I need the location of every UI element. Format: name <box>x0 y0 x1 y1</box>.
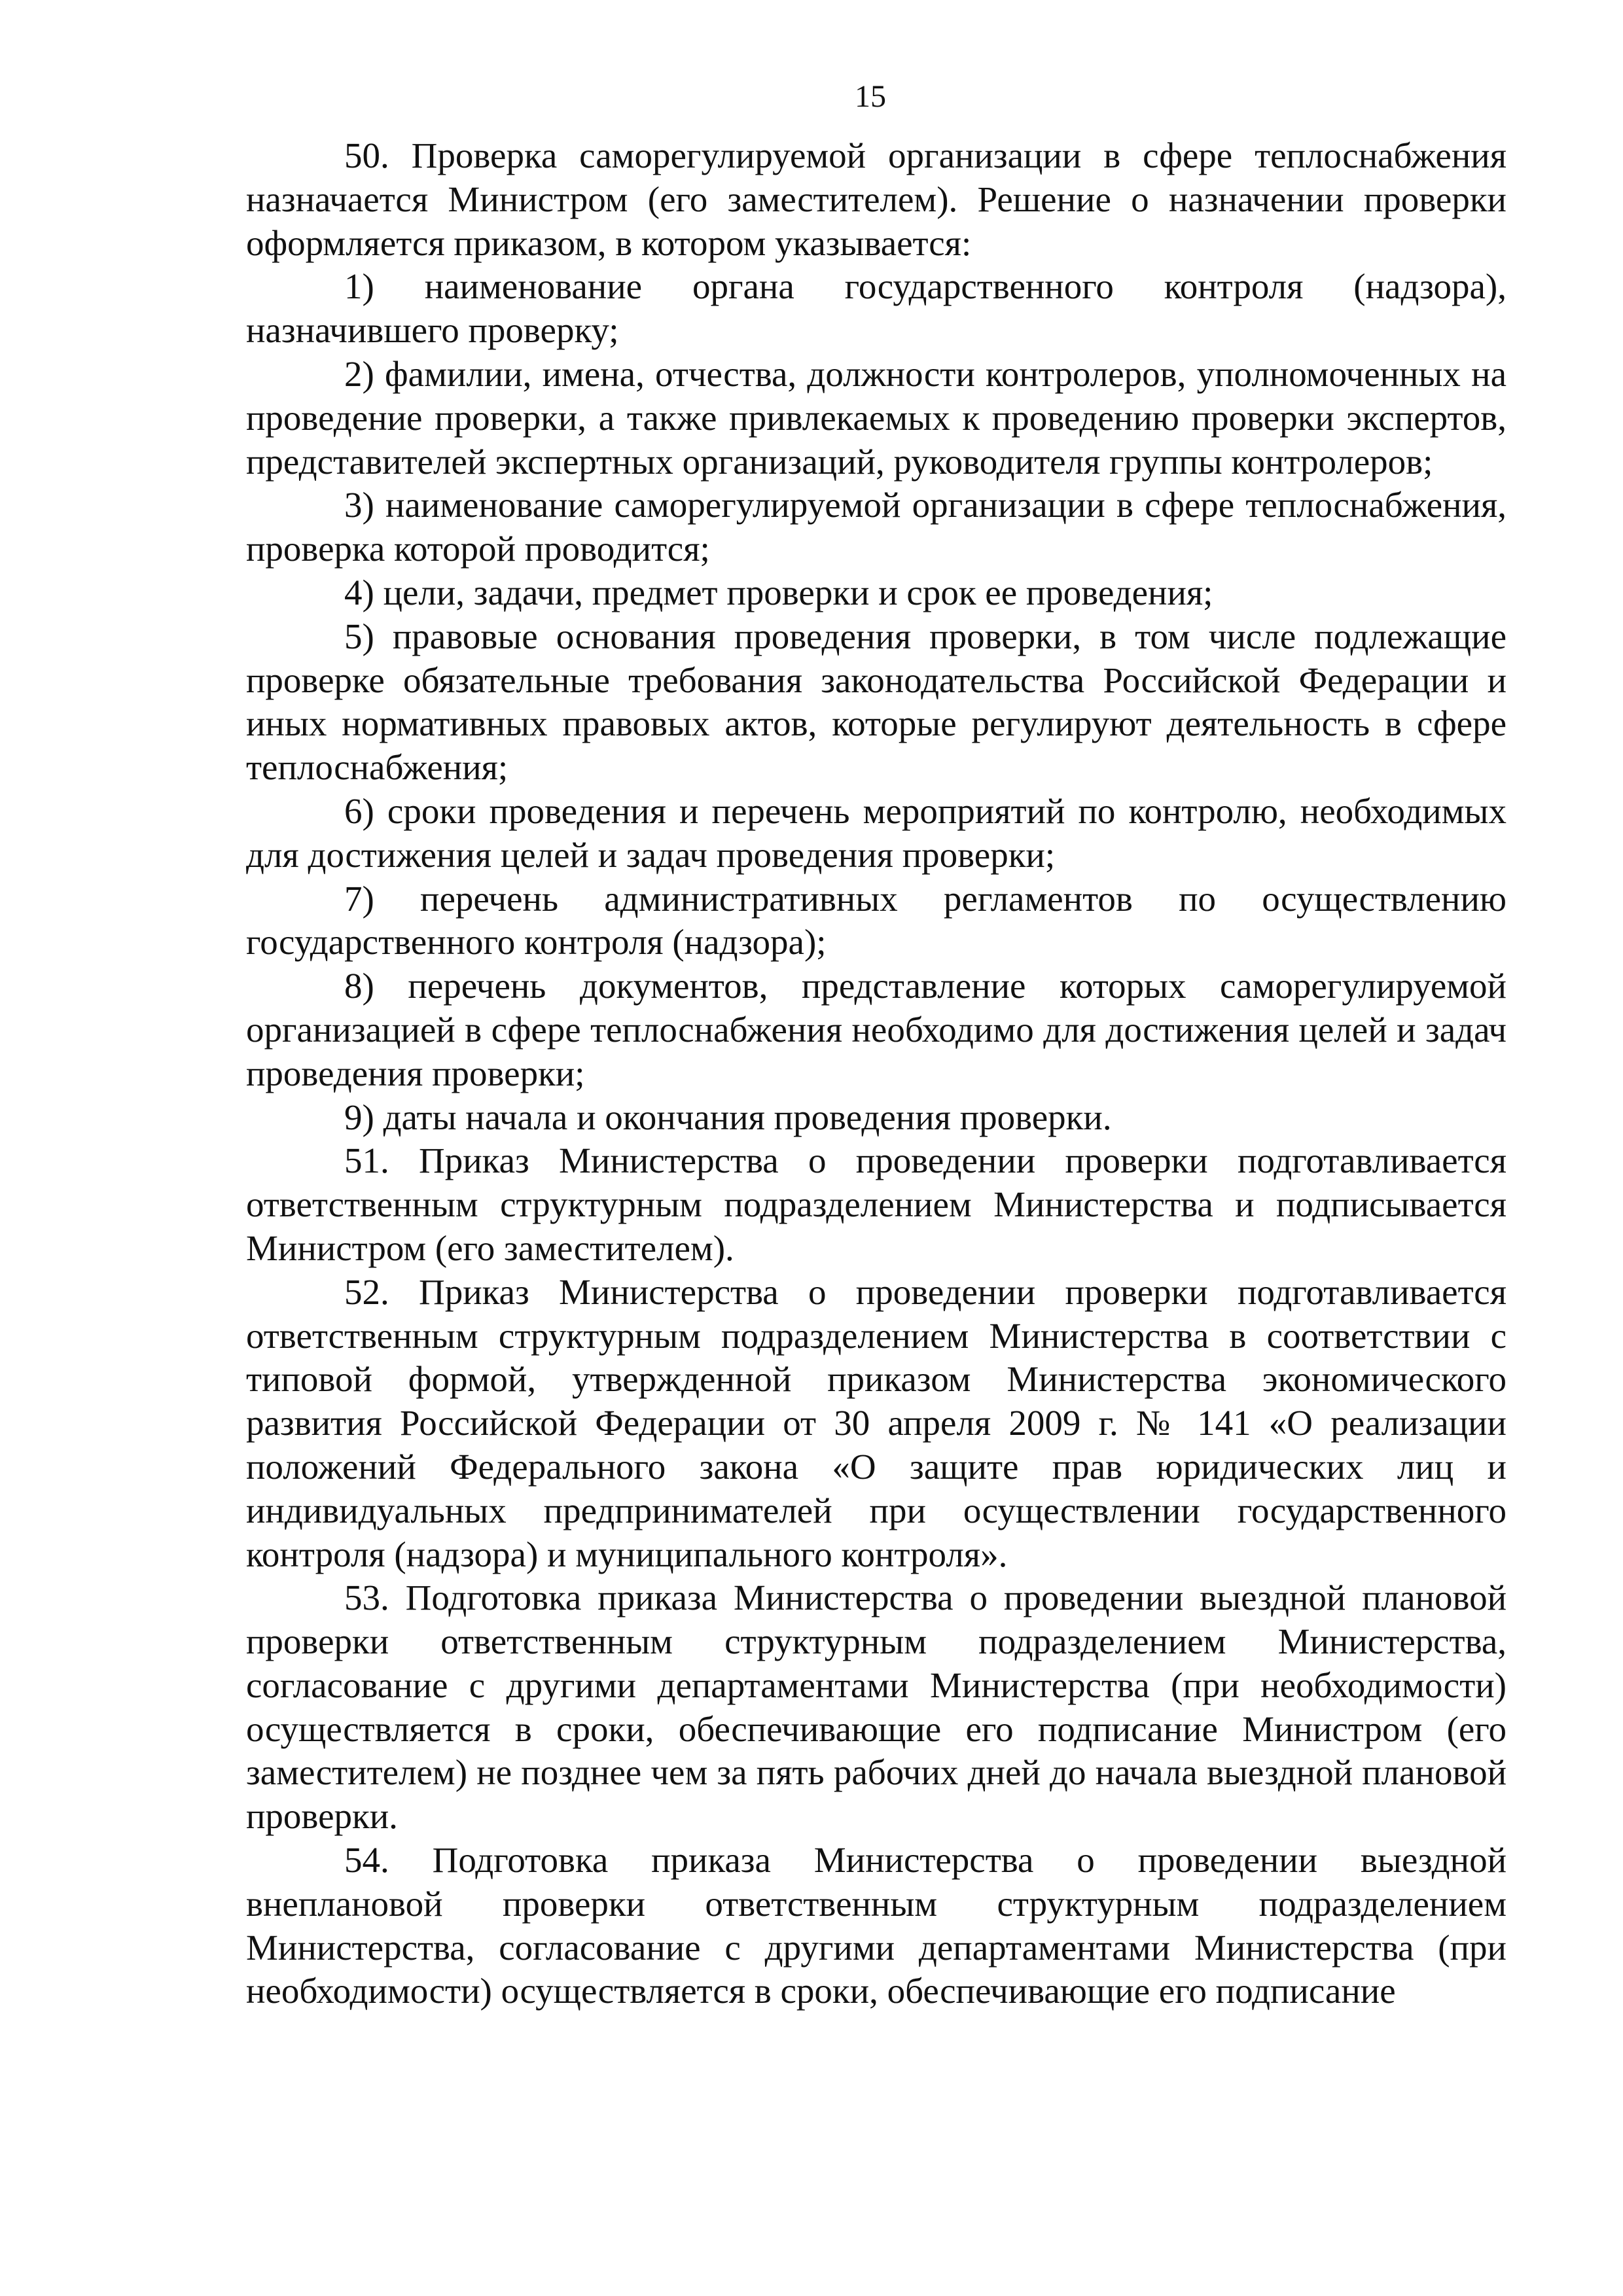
paragraph-54: 54. Подготовка приказа Министерства о проведении выездной внеплановой проверки ответственным структурным подразделением Министерства, согласование с другими департаментами Министерства (при необходимости) осуществляется в сроки, обеспечивающие его подписание <box>246 1840 1507 2011</box>
list-item-1: 1) наименование органа государственного контроля (надзора), назначившего проверку; <box>246 266 1507 351</box>
paragraph-50: 50. Проверка саморегулируемой организации в сфере теплоснабжения назначается Министром (его заместителем). Решение о назначении проверки оформляется приказом, в котором указывается: <box>246 135 1507 263</box>
list-item-9: 9) даты начала и окончания проведения проверки. <box>344 1097 1112 1137</box>
list-item-5: 5) правовые основания проведения проверки, в том числе подлежащие проверке обязательные требования законодательства Российской Федерации и иных нормативных правовых актов, которые регулируют деятельность в сфере теплоснабжения; <box>246 616 1507 788</box>
list-item-6: 6) сроки проведения и перечень мероприятий по контролю, необходимых для достижения целей и задач проведения проверки; <box>246 790 1507 875</box>
list-item-8: 8) перечень документов, представление которых саморегулируемой организацией в сфере теплоснабжения необходимо для достижения целей и задач проведения проверки; <box>246 966 1507 1093</box>
paragraph-53: 53. Подготовка приказа Министерства о проведении выездной плановой проверки ответственным структурным подразделением Министерства, согласование с другими департаментами Министерства (при необходимости) осуществляется в сроки, обеспечивающие его подписание Министром (его заместителем) не позднее чем за пять рабочих дней до начала выездной плановой проверки. <box>246 1578 1507 1837</box>
list-item-7: 7) перечень административных регламентов по осуществлению государственного контроля (надзора); <box>246 878 1507 963</box>
list-item-4: 4) цели, задачи, предмет проверки и срок ее проведения; <box>344 572 1213 612</box>
paragraph-52: 52. Приказ Министерства о проведении проверки подготавливается ответственным структурным подразделением Министерства в соответствии с типовой формой, утвержденной приказом Министерства экономического развития Российской Федерации от 30 апреля 2009 г. № 141 «О реализации положений Федерального закона «О защите прав юридических лиц и индивидуальных предпринимателей при осуществлении государственного контроля (надзора) и муниципального контроля». <box>246 1271 1507 1574</box>
document-body <box>246 134 1507 2013</box>
list-item-3: 3) наименование саморегулируемой организации в сфере теплоснабжения, проверка которой проводится; <box>246 485 1507 569</box>
paragraph-51: 51. Приказ Министерства о проведении проверки подготавливается ответственным структурным подразделением Министерства и подписывается Министром (его заместителем). <box>246 1140 1507 1268</box>
page-number: 15 <box>855 79 886 114</box>
list-item-2: 2) фамилии, имена, отчества, должности контролеров, уполномоченных на проведение проверки, а также привлекаемых к проведению проверки экспертов, представителей экспертных организаций, руководителя группы контролеров; <box>246 353 1507 482</box>
